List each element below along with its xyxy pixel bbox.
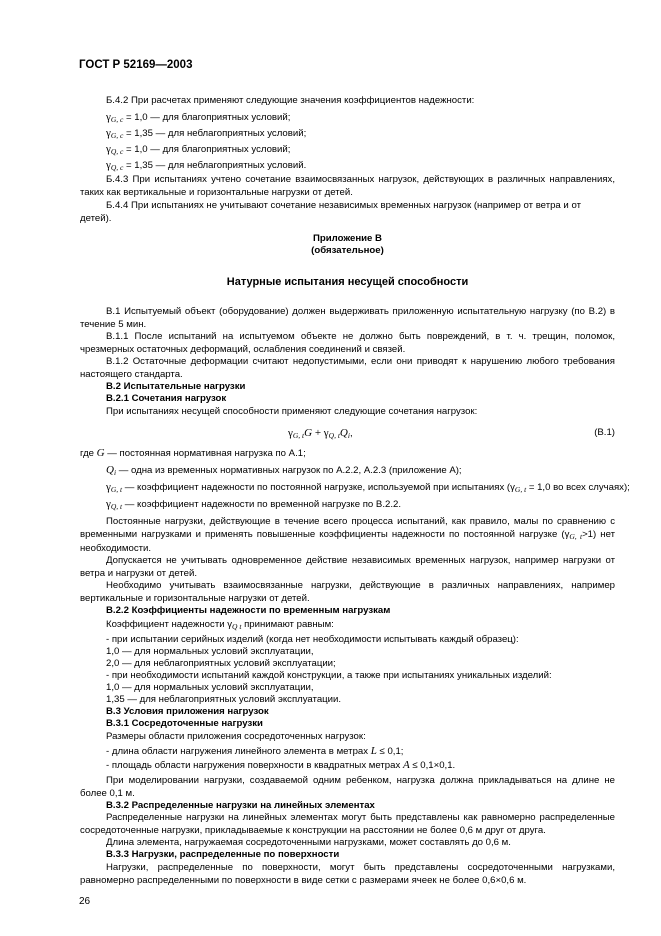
para-need: Необходимо учитывать взаимосвязанные нагрузки, действующие в различных направлениях, например вертикальные и горизонтальные нагрузки от детей. [80, 580, 615, 604]
v32-text: Распределенные нагрузки на линейных элементах могут быть представлены как равномерно распределенные сосредоточенные нагрузки, прикладываемые к конструкции на расстоянии не более 0,6 м друг от друга. [80, 812, 615, 836]
page-number: 26 [79, 896, 91, 907]
v31-model: При моделировании нагрузки, создаваемой одним ребенком, нагрузка должна прикладываться на длине не более 0,1 м. [80, 775, 615, 799]
section-v3: В.3 Условия приложения нагрузок [106, 706, 269, 717]
formula-number: (В.1) [594, 427, 615, 438]
section-v21: В.2.1 Сочетания нагрузок [106, 393, 227, 404]
para-constant-loads: Постоянные нагрузки, действующие в течение всего процесса испытаний, как правило, малы по сравнению с временными нагрузками и применять повышенные коэффициенты надежности по постоянной нагрузке $(\gamma_{G, t}>1)$ нет необходимости. [80, 516, 615, 555]
section-v2: В.2 Испытательные нагрузки [106, 381, 246, 392]
clause-v1: В.1 Испытуемый объект (оборудование) должен выдерживать приложенную испытательную нагрузку (по В.2) в течение 5 мин. [80, 306, 615, 330]
v33-text: Нагрузки, распределенные по поверхности, могут быть представлены сосредоточенными нагрузками, равномерно распределенными по поверхности в виде сетки с размерами ячеек не более 0,6×0,6 м. [80, 862, 615, 886]
clause-v12: В.1.2 Остаточные деформации считают недопустимыми, если они приводят к нарушению любого требования настоящего стандарта. [80, 356, 615, 380]
coef-item: $\gamma_{G, c} = 1,35$ — для неблагоприятных условий; [106, 127, 307, 140]
v22-item: 1,0 — для нормальных условий эксплуатации, [106, 682, 314, 693]
v31-area: - площадь области нагружения поверхности в квадратных метрах A ≤ 0,1×0,1. [106, 759, 456, 771]
section-v33: В.3.3 Нагрузки, распределенные по поверхности [106, 849, 340, 860]
section-v32: В.3.2 Распределенные нагрузки на линейных элементах [106, 800, 375, 811]
clause-b43: Б.4.3 При испытаниях учтено сочетание взаимосвязанных нагрузок, действующих в различных направлениях, таких как вертикальные и горизонтальные нагрузки от детей. [80, 174, 615, 198]
coef-item: $\gamma_{Q, c} = 1,35$ — для неблагоприятных условий. [106, 159, 307, 172]
v22-item: 1,0 — для нормальных условий эксплуатации, [106, 646, 314, 657]
clause-b42-intro: Б.4.2 При расчетах применяют следующие значения коэффициентов надежности: [106, 95, 475, 106]
section-v22: В.2.2 Коэффициенты надежности по временным нагрузкам [106, 605, 391, 616]
para-allow: Допускается не учитывать одновременное действие независимых временных нагрузок, например нагрузки от ветра и нагрузки от детей. [80, 555, 615, 579]
v22-item: - при необходимости испытаний каждой конструкции, а также при испытаниях уникальных изделий: [106, 670, 552, 681]
v32-length: Длина элемента, нагружаемая сосредоточенными нагрузками, может составлять до 0,6 м. [106, 837, 511, 848]
where-q: $Q_i$ — одна из временных нормативных нагрузок по А.2.2, А.2.3 (приложение А); [106, 464, 462, 477]
where-gamma-q: $\gamma_{Q, t}$ — коэффициент надежности по временной нагрузке по В.2.2. [106, 498, 401, 511]
formula-b1: $\gamma_{G, t}G + \gamma_{Q, t}Q_i$, [288, 427, 353, 440]
appendix-title: Приложение В [313, 233, 382, 244]
coef-item: $\gamma_{G, c} = 1,0$ — для благоприятных условий; [106, 111, 291, 124]
appendix-heading: Натурные испытания несущей способности [226, 276, 469, 288]
appendix-subtitle: (обязательное) [311, 245, 384, 256]
standard-header: ГОСТ Р 52169—2003 [79, 59, 193, 71]
v22-item: 1,35 — для неблагоприятных условий эксплуатации. [106, 694, 342, 705]
v21-text: При испытаниях несущей способности применяют следующие сочетания нагрузок: [106, 406, 478, 417]
clause-b44: Б.4.4 При испытаниях не учитывают сочетание независимых временных нагрузок (например от ветра и от детей). [80, 200, 581, 224]
v22-item: 2,0 — для неблагоприятных условий эксплуатации; [106, 658, 336, 669]
v31-intro: Размеры области приложения сосредоточенных нагрузок: [106, 731, 366, 742]
v22-intro: Коэффициент надежности $\gamma_{Q t}$ принимают равным: [106, 619, 334, 631]
coef-item: $\gamma_{Q, c} = 1,0$ — для благоприятных условий; [106, 143, 291, 156]
where-g: где G — постоянная нормативная нагрузка по А.1; [80, 447, 306, 459]
v31-length: - длина области нагружения линейного элемента в метрах L ≤ 0,1; [106, 745, 404, 757]
clause-v11: В.1.1 После испытаний на испытуемом объекте не должно быть повреждений, в т. ч. трещин, поломок, чрезмерных остаточных деформаций, ослабления соединений и связей. [80, 331, 615, 355]
v22-item: - при испытании серийных изделий (когда нет необходимости испытывать каждый образец): [106, 634, 519, 645]
section-v31: В.3.1 Сосредоточенные нагрузки [106, 718, 263, 729]
where-gamma-g: $\gamma_{G, t}$ — коэффициент надежности по постоянной нагрузке, используемой при испытаниях ($\gamma_{G, t} = 1,0$ во всех случаях); [106, 481, 630, 494]
